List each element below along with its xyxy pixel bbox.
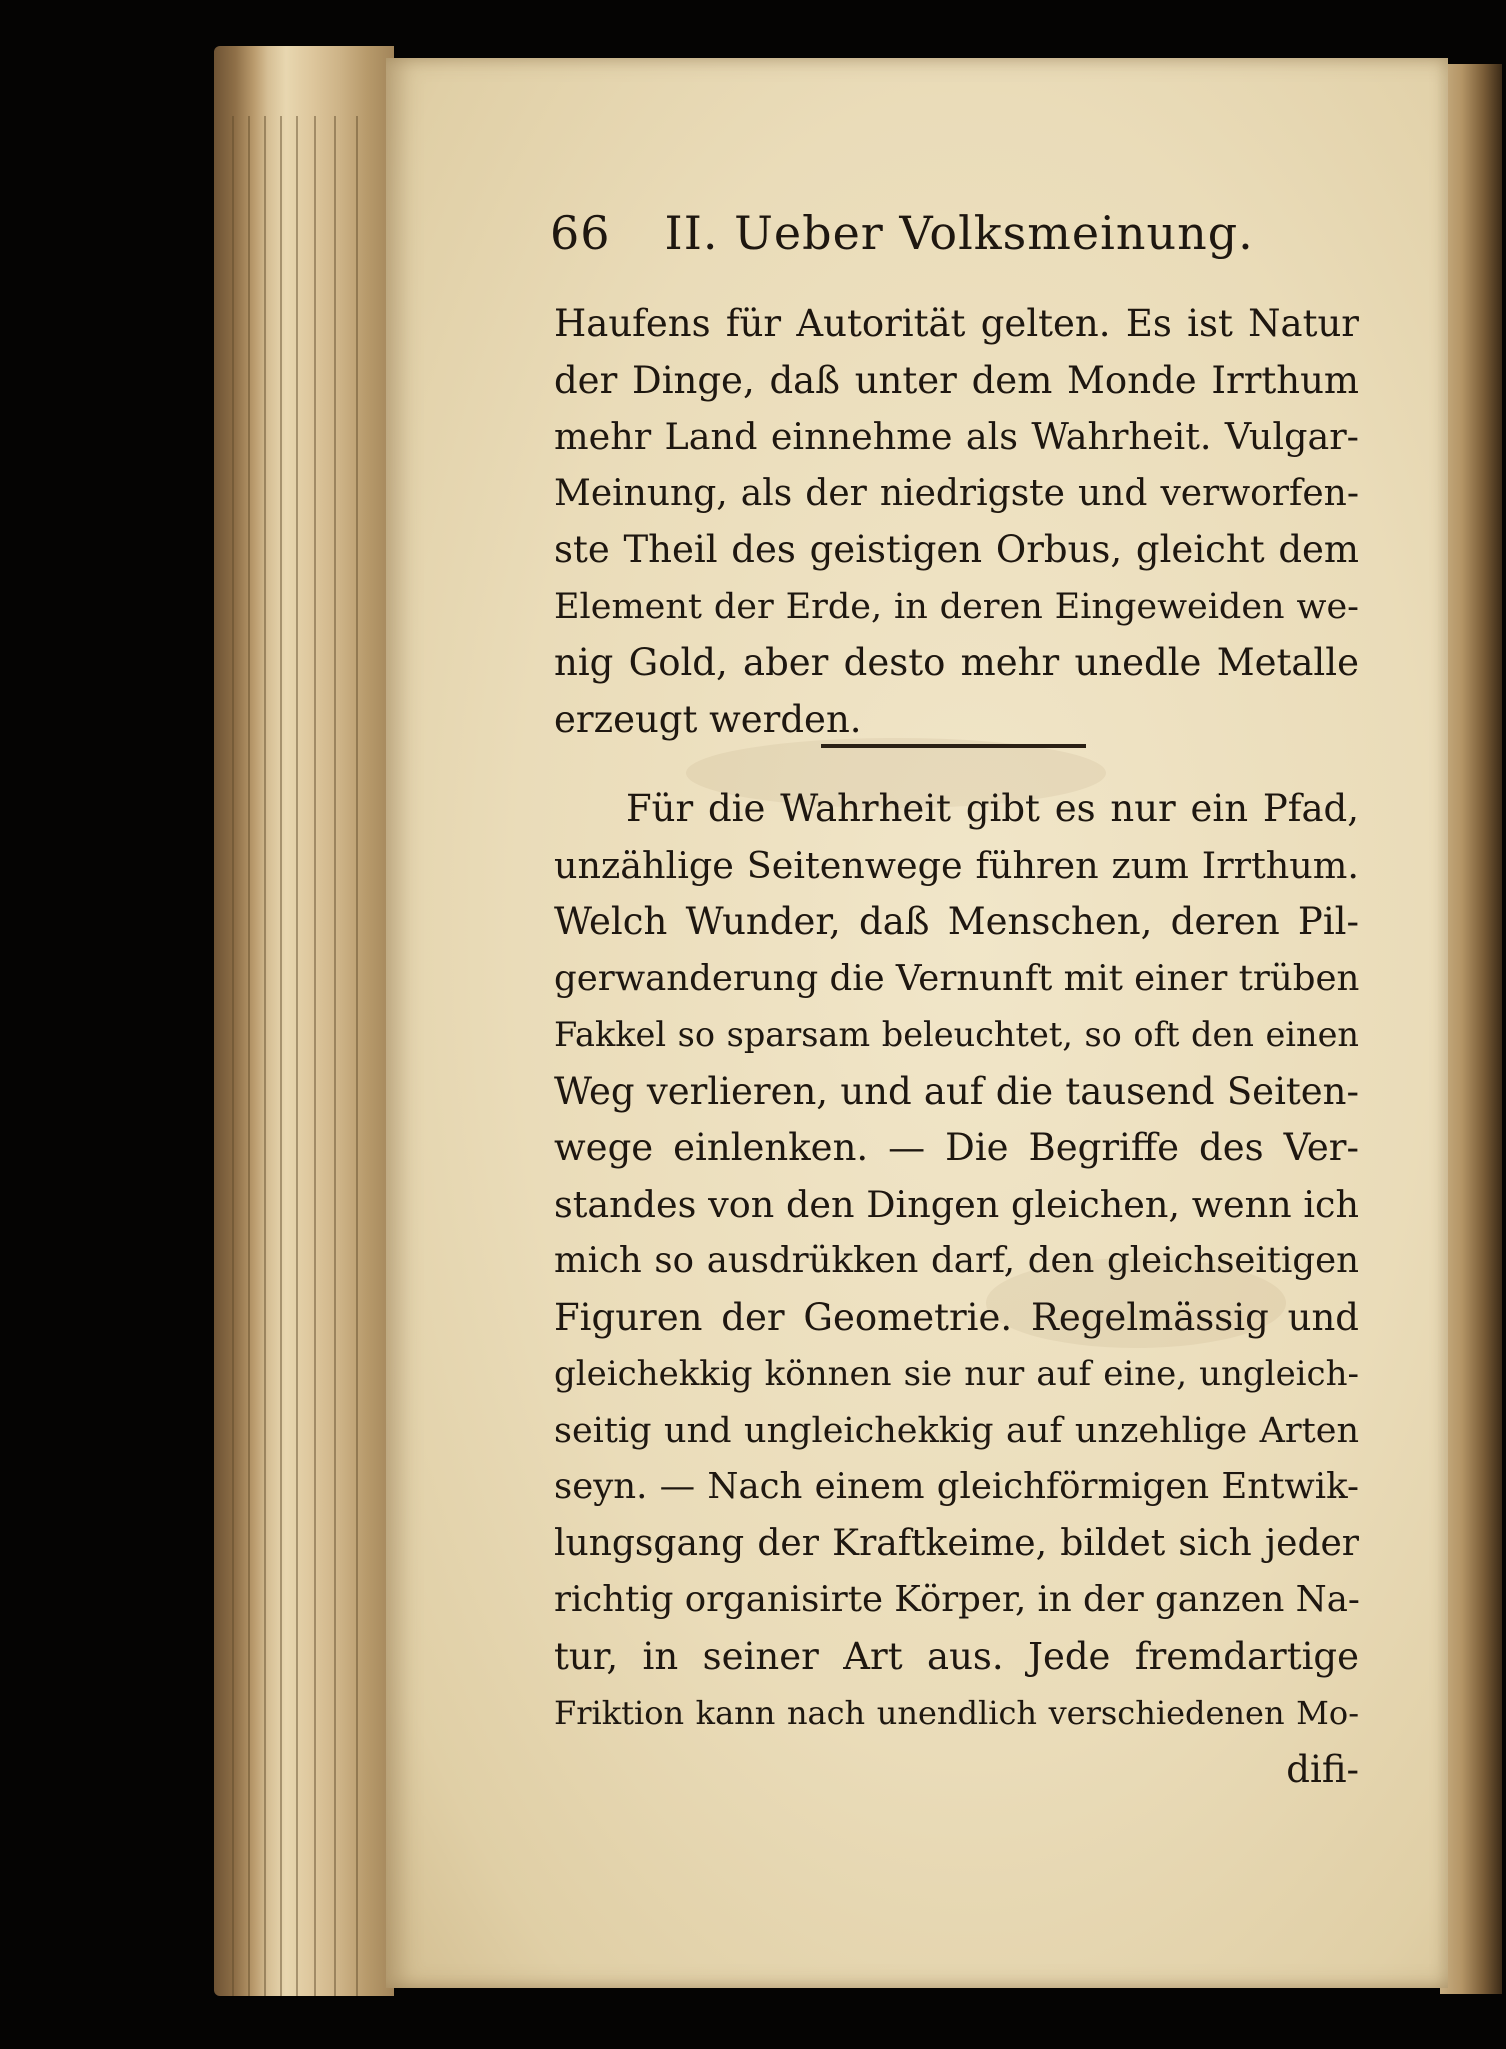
- page-edge-line: [264, 116, 266, 1996]
- page-stack-right: [1440, 64, 1502, 1994]
- text-line: seitig und ungleichekkig auf unzehlige Arten: [554, 1410, 1359, 1451]
- running-head: [550, 206, 1254, 260]
- page-edge-line: [356, 116, 358, 1996]
- section-divider: [821, 744, 1086, 748]
- text-line: erzeugt werden.: [554, 697, 862, 741]
- text-line: unzählige Seitenwege führen zum Irrthum.: [554, 843, 1359, 887]
- text-line: ste Theil des geistigen Orbus, gleicht dem: [554, 528, 1359, 571]
- text-line: gerwanderung die Vernunft mit einer trüben: [554, 957, 1360, 999]
- page-edge-line: [296, 116, 298, 1996]
- text-line: Friktion kann nach unendlich verschiedenen Mo-: [554, 1694, 1359, 1732]
- paragraph: [554, 781, 1359, 1798]
- page-edge-line: [280, 116, 282, 1996]
- text-line: wege einlenken. — Die Begriffe des Ver-: [554, 1126, 1359, 1169]
- text-line: Element der Erde, in deren Eingeweiden we-: [554, 586, 1359, 627]
- page-edge-line: [334, 116, 336, 1996]
- text-line: mehr Land einnehme als Wahrheit. Vulgar-: [554, 415, 1359, 458]
- text-line: richtig organisirte Körper, in der ganzen Na-: [554, 1579, 1360, 1620]
- page-edge-line: [232, 116, 234, 1996]
- text-line: der Dinge, daß unter dem Monde Irrthum: [554, 358, 1359, 402]
- text-line: tur, in seiner Art aus. Jede fremdartige: [554, 1634, 1359, 1678]
- page-edge-line: [314, 116, 316, 1996]
- text-line: Meinung, als der niedrigste und verworfen-: [554, 472, 1359, 514]
- text-line: lungsgang der Kraftkeime, bildet sich jeder: [554, 1522, 1359, 1564]
- text-line: Welch Wunder, daß Menschen, deren Pil-: [554, 900, 1359, 943]
- text-line: Fakkel so sparsam beleuchtet, so oft den einen: [554, 1015, 1359, 1054]
- text-line: standes von den Dingen gleichen, wenn ich: [554, 1182, 1359, 1226]
- text-line: nig Gold, aber desto mehr unedle Metalle: [554, 641, 1359, 684]
- page-number: 66: [550, 206, 611, 260]
- page-edge-line: [248, 116, 250, 1996]
- paragraph: [554, 296, 1359, 748]
- catchword: difi-: [1286, 1747, 1359, 1791]
- page-stack-left: [214, 46, 394, 1996]
- text-line: mich so ausdrükken darf, den gleichseitigen: [554, 1240, 1359, 1281]
- text-line: Haufens für Autorität gelten. Es ist Natur: [554, 302, 1359, 345]
- chapter-title: II. Ueber Volksmeinung.: [664, 206, 1254, 260]
- text-line: gleichekkig können sie nur auf eine, ungleich-: [554, 1354, 1359, 1394]
- text-line: Weg verlieren, und auf die tausend Seiten-: [554, 1069, 1359, 1113]
- text-line: seyn. — Nach einem gleichförmigen Entwik-: [554, 1466, 1359, 1507]
- book-page: [386, 58, 1448, 1988]
- text-line: Für die Wahrheit gibt es nur ein Pfad,: [626, 787, 1359, 830]
- text-line: Figuren der Geometrie. Regelmässig und: [554, 1295, 1359, 1339]
